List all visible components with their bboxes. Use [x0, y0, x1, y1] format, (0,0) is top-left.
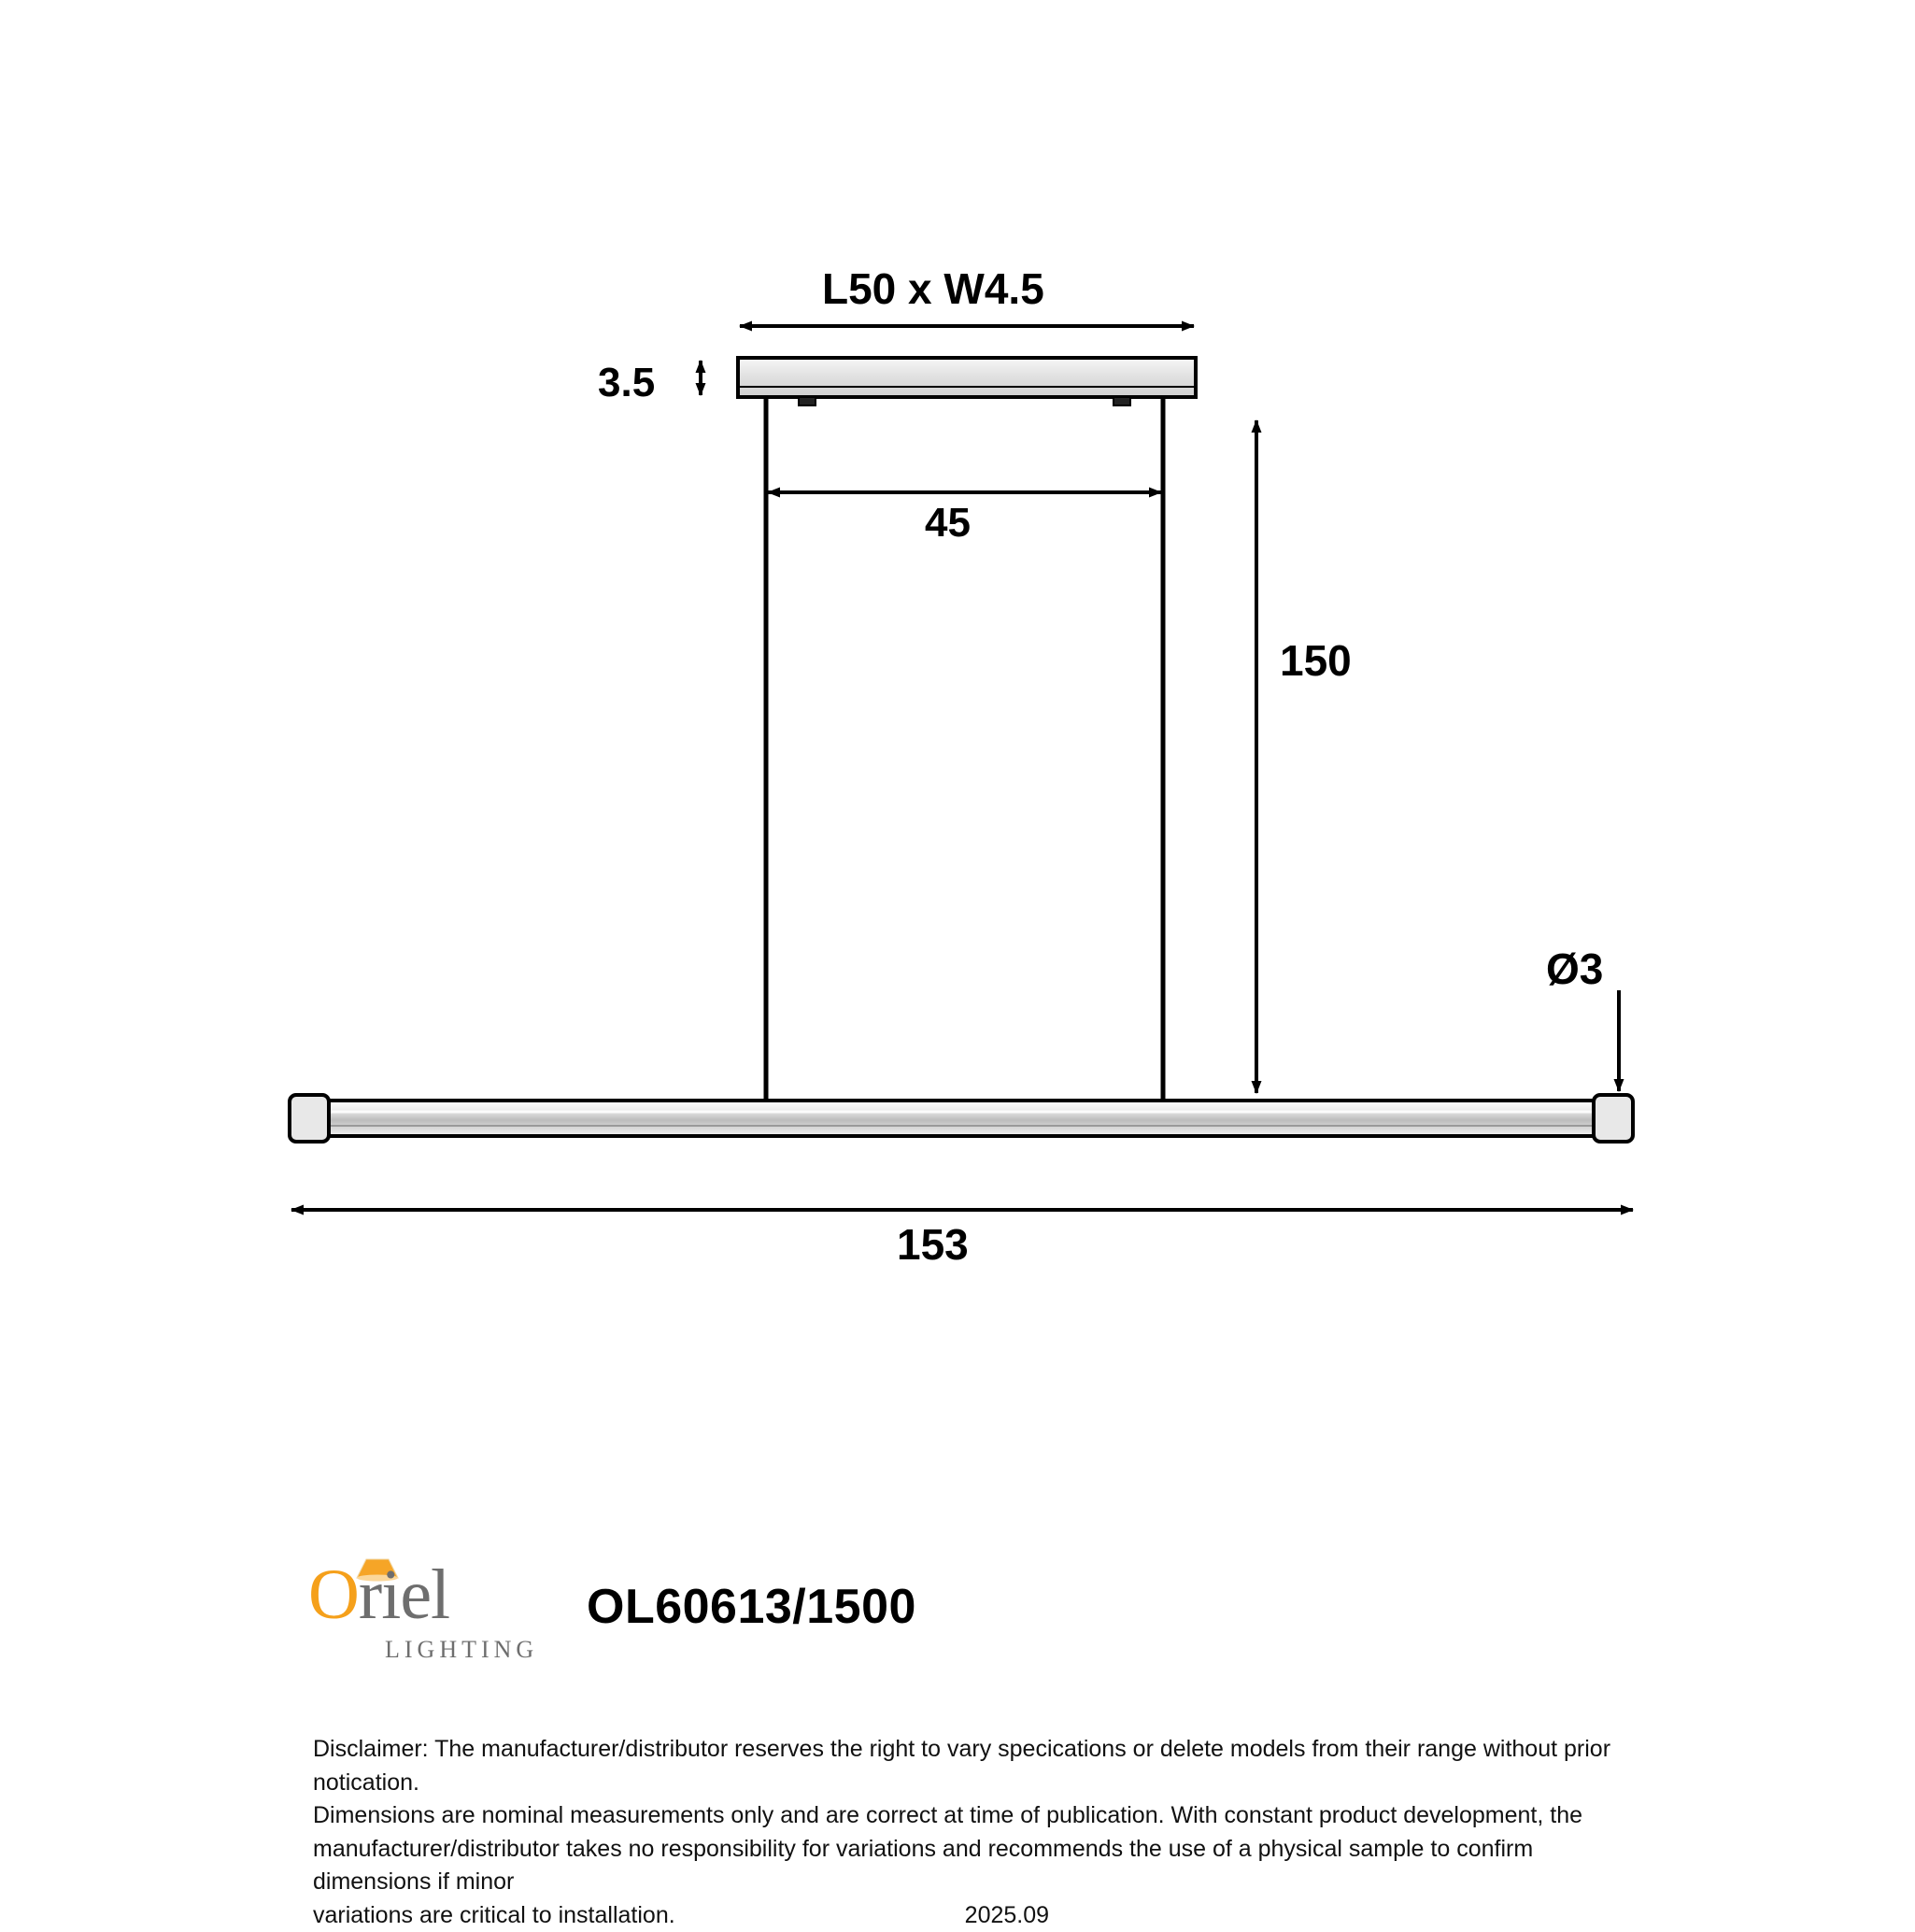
oriel-logo [308, 1546, 532, 1668]
dimension-label-drop: 150 [1280, 635, 1352, 686]
disclaimer [313, 1733, 1639, 1932]
disclaimer-line-1: Disclaimer: The manufacturer/distributor reserves the right to vary specications or delete models from their range without prior notication. [313, 1733, 1639, 1799]
disclaimer-line-2: Dimensions are nominal measurements only and are correct at time of publication. With constant product development, the [313, 1799, 1639, 1833]
brand-block [308, 1546, 916, 1668]
dimension-label-cable-spacing: 45 [925, 500, 971, 547]
logo-letter-o: O [308, 1556, 359, 1634]
logo-letters-riel: riel [359, 1556, 449, 1634]
dimension-label-diameter: Ø3 [1546, 944, 1603, 994]
dimension-label-top-plate: L50 x W4.5 [822, 263, 1044, 314]
disclaimer-line-4: variations are critical to installation. [313, 1902, 675, 1928]
canopy-plate [738, 358, 1196, 405]
disclaimer-line-4-row [313, 1899, 1639, 1932]
oriel-logo-text [308, 1559, 449, 1630]
dimension-label-plate-thickness: 3.5 [598, 360, 655, 406]
model-code: OL60613/1500 [587, 1579, 916, 1635]
disclaimer-line-3: manufacturer/distributor takes no responsibility for variations and recommends the use of a physical sample to confirm dimensions if minor [313, 1833, 1639, 1899]
oriel-logo-subtext: LIGHTING [385, 1636, 538, 1664]
dimension-label-overall-length: 153 [897, 1219, 969, 1270]
publication-date: 2025.09 [965, 1899, 1049, 1932]
led-bar [290, 1095, 1633, 1142]
